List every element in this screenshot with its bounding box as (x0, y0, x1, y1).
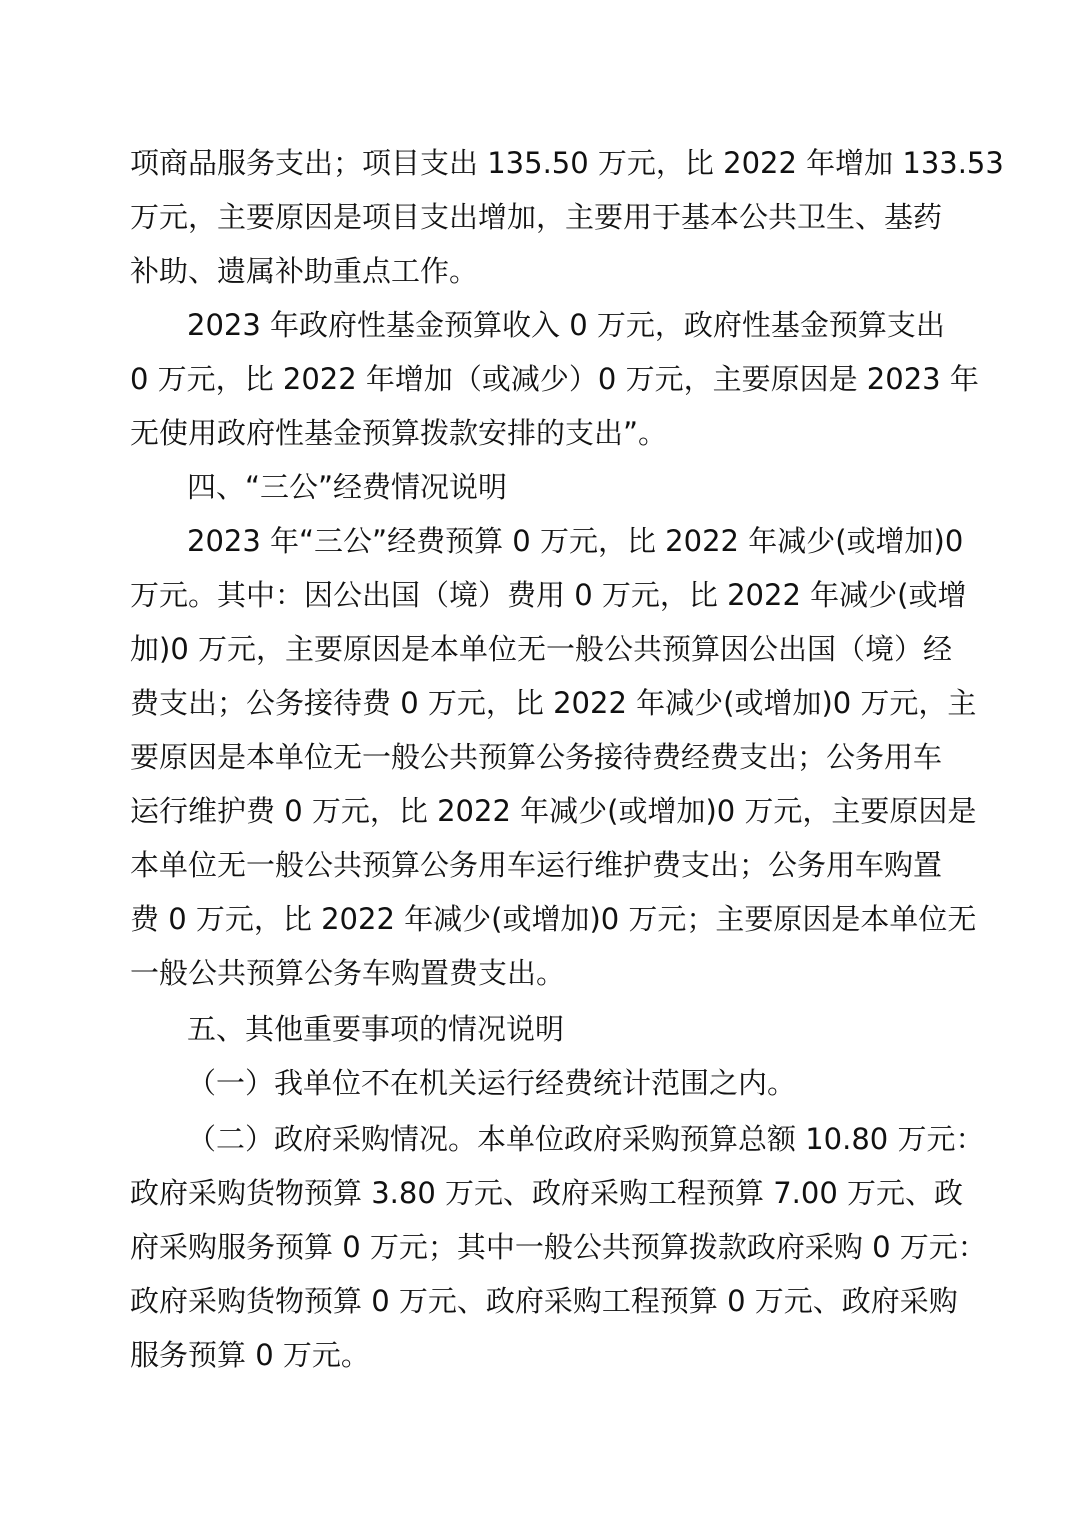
text-line: 运行维护费 0 万元，比 2022 年减少(或增加)0 万元，主要原因是 (130, 794, 977, 828)
text-line: 万元，主要原因是项目支出增加，主要用于基本公共卫生、基药 (130, 200, 943, 234)
text-line: 补助、遗属补助重点工作。 (130, 254, 479, 288)
section-heading: 五、其他重要事项的情况说明 (187, 1012, 565, 1046)
text-line: 政府采购货物预算 3.80 万元、政府采购工程预算 7.00 万元、政 (130, 1176, 964, 1210)
text-line: 服务预算 0 万元。 (130, 1338, 370, 1372)
text-line: （一）我单位不在机关运行经费统计范围之内。 (187, 1066, 797, 1100)
text-line: 2023 年“三公”经费预算 0 万元，比 2022 年减少(或增加)0 (187, 524, 964, 558)
text-line: 项商品服务支出；项目支出 135.50 万元，比 2022 年增加 133.53 (130, 146, 1004, 180)
text-line: 加)0 万元，主要原因是本单位无一般公共预算因公出国（境）经 (130, 632, 952, 666)
text-line: 0 万元，比 2022 年增加（或减少）0 万元，主要原因是 2023 年 (130, 362, 979, 396)
text-line: 一般公共预算公务车购置费支出。 (130, 956, 566, 990)
text-line: 本单位无一般公共预算公务用车运行维护费支出；公务用车购置 (130, 848, 943, 882)
text-line: 无使用政府性基金预算拨款安排的支出”。 (130, 416, 668, 450)
text-line: 要原因是本单位无一般公共预算公务接待费经费支出；公务用车 (130, 740, 943, 774)
text-line: 万元。其中：因公出国（境）费用 0 万元，比 2022 年减少(或增 (130, 578, 967, 612)
text-line: 政府采购货物预算 0 万元、政府采购工程预算 0 万元、政府采购 (130, 1284, 958, 1318)
text-line: （二）政府采购情况。本单位政府采购预算总额 10.80 万元： (187, 1122, 985, 1156)
text-line: 费支出；公务接待费 0 万元，比 2022 年减少(或增加)0 万元，主 (130, 686, 977, 720)
text-line: 2023 年政府性基金预算收入 0 万元，政府性基金预算支出 (187, 308, 945, 342)
text-line: 费 0 万元，比 2022 年减少(或增加)0 万元；主要原因是本单位无 (130, 902, 977, 936)
section-heading: 四、“三公”经费情况说明 (187, 470, 508, 504)
text-line: 府采购服务预算 0 万元；其中一般公共预算拨款政府采购 0 万元： (130, 1230, 987, 1264)
